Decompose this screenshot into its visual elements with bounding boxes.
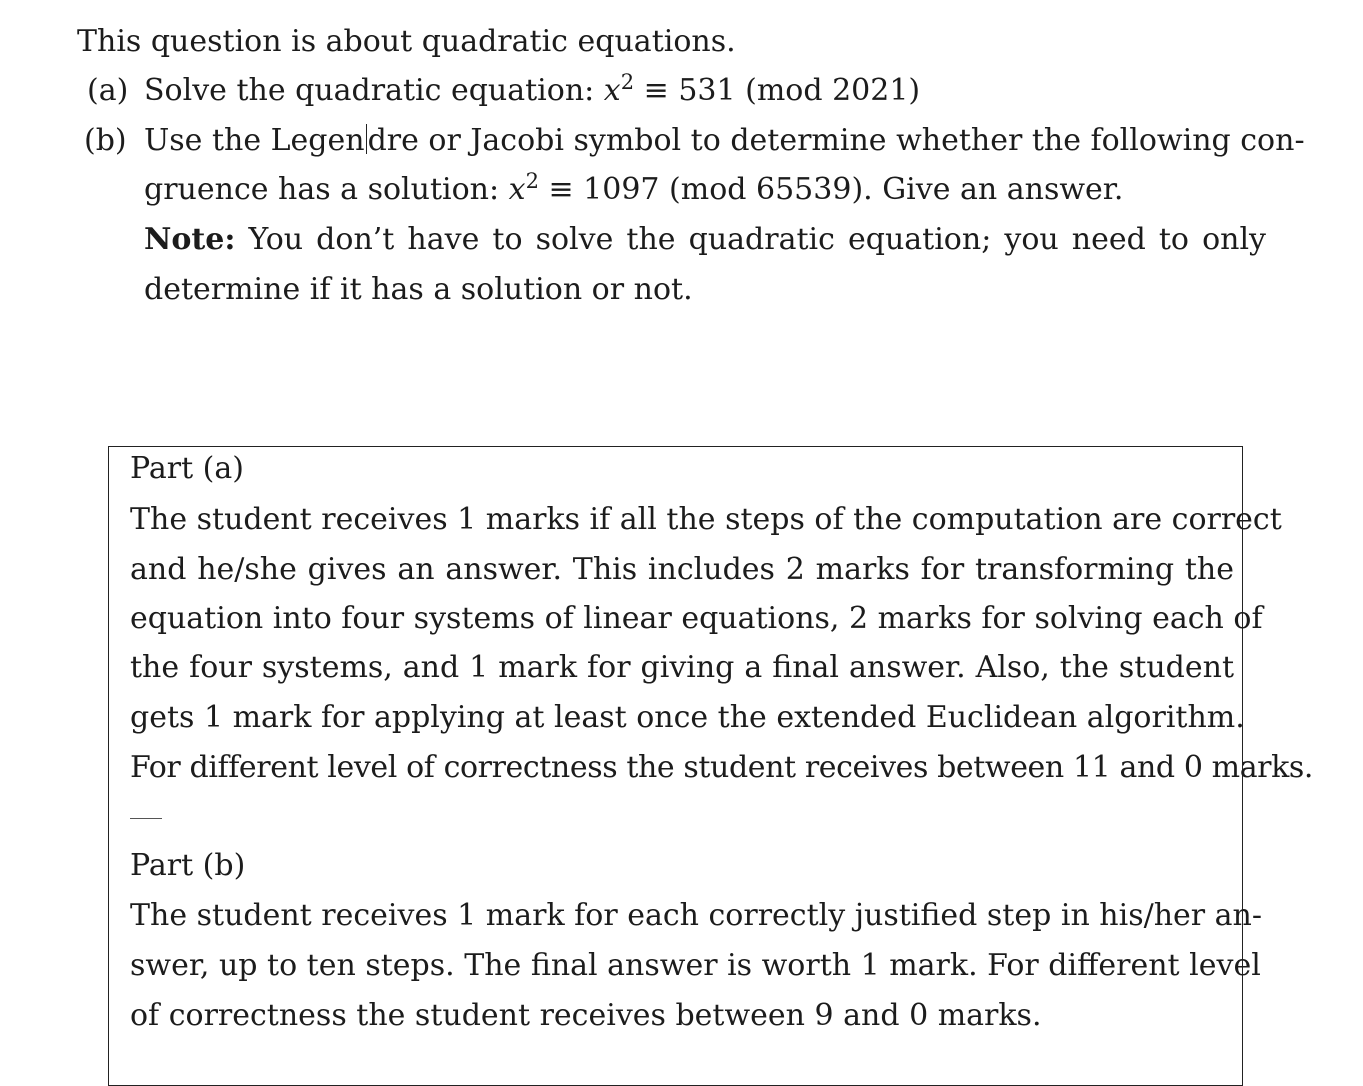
rubric-part-a-line: and he/she gives an answer. This includes 2 marks for transforming the [130,552,1234,587]
section-separator [130,818,162,819]
part-a-exponent: 2 [620,70,635,94]
part-a-text [144,70,921,109]
part-b-line-2-post: ≡ 1097 (mod 65539). Give an answer. [548,172,1124,207]
rubric-part-a-heading: Part (a) [130,451,244,486]
part-b-line-2-pre: gruence has a solution: [144,172,500,207]
text-cursor [366,124,367,154]
part-b-line-1-post: dre or Jacobi symbol to determine whether the following con- [367,123,1305,158]
note-label: Note: [144,222,236,257]
rubric-part-a-line: the four systems, and 1 mark for giving a final answer. Also, the student [130,650,1234,685]
rubric-part-b-heading: Part (b) [130,848,246,883]
part-b-line-1-pre: Use the Legen [144,123,365,158]
rubric-part-b-line: of correctness the student receives between 9 and 0 marks. [130,998,1042,1033]
rubric-part-a-line: For different level of correctness the student receives between 11 and 0 marks. [130,750,1314,785]
part-a-instruction: Solve the quadratic equation: [144,73,595,108]
question-intro: This question is about quadratic equations. [77,24,736,59]
rubric-part-b-line: swer, up to ten steps. The final answer is worth 1 mark. For different level [130,948,1261,983]
rubric-part-a-line: equation into four systems of linear equations, 2 marks for solving each of [130,601,1263,636]
part-b-variable: x [508,172,526,207]
part-b-label: (b) [84,123,127,158]
note-line-2: determine if it has a solution or not. [144,272,693,307]
note-text-1: You don’t have to solve the quadratic equation; you need to only [248,222,1266,257]
part-a-congruence: ≡ 531 (mod 2021) [643,73,921,108]
part-b-line-1 [144,123,1305,159]
part-b-exponent: 2 [525,169,539,193]
part-b-line-2 [144,169,1124,208]
part-a-variable: x [603,73,621,108]
note-line-1 [144,222,1266,258]
part-a-label: (a) [87,73,129,108]
rubric-part-a-line: gets 1 mark for applying at least once the extended Euclidean algorithm. [130,700,1245,735]
rubric-part-a-line: The student receives 1 marks if all the steps of the computation are correct [130,502,1282,537]
rubric-part-b-line: The student receives 1 mark for each correctly justified step in his/her an- [130,898,1263,933]
